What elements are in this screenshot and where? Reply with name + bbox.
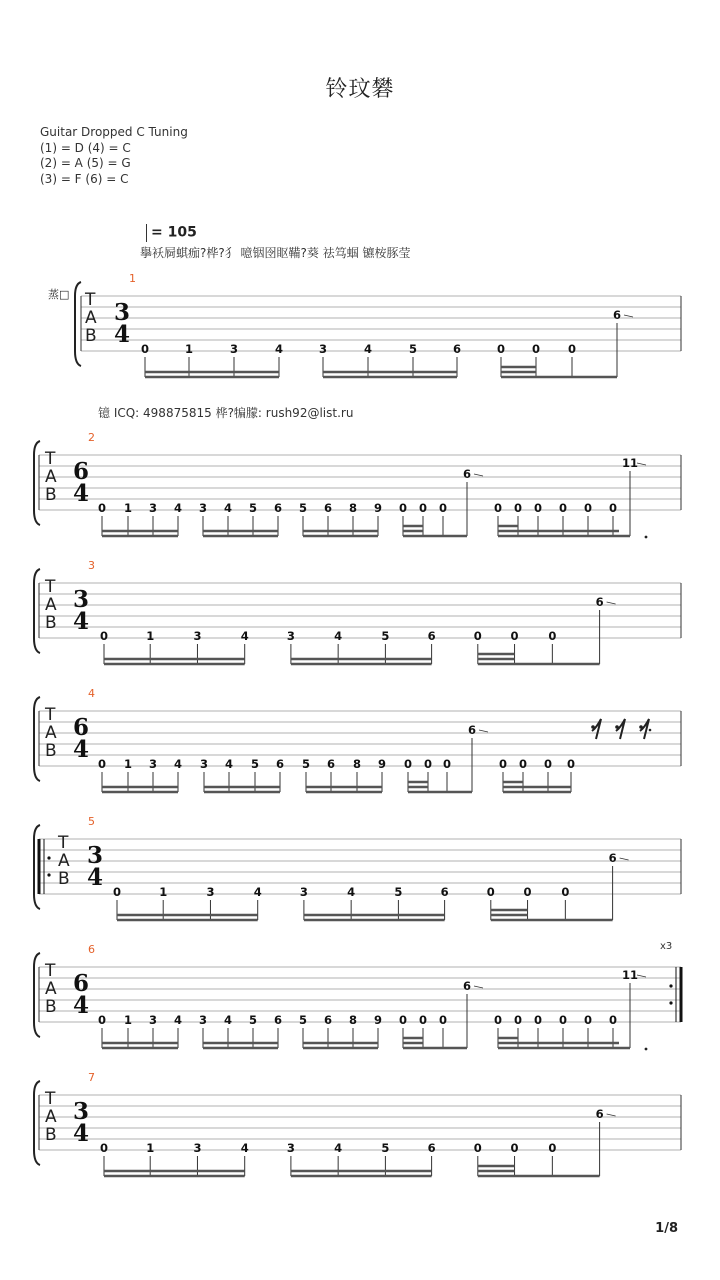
- bar-number: 2: [88, 431, 95, 444]
- fret-number: 6: [323, 501, 333, 515]
- tuning-line: (2) = A (5) = G: [40, 156, 131, 170]
- dot-mark: [645, 1048, 648, 1051]
- fret-number: 0: [608, 1013, 618, 1027]
- song-title: 铃玟礬: [325, 77, 395, 102]
- fret-number: 6: [275, 757, 285, 771]
- fret-number: 0: [533, 1013, 543, 1027]
- fret-number: 6: [440, 885, 449, 899]
- tab-clef-letter: B: [58, 869, 70, 889]
- bar-number: 1: [129, 272, 136, 285]
- fret-number: 4: [223, 1013, 233, 1027]
- tab-clef-letter: B: [85, 326, 97, 346]
- fret-number: 0: [510, 629, 519, 643]
- fret-number: 0: [548, 1141, 557, 1155]
- fret-number: 3: [148, 1013, 158, 1027]
- fret-number: 0: [561, 885, 570, 899]
- fret-number: 6: [467, 723, 477, 737]
- fret-number: 6: [273, 501, 283, 515]
- fret-number: 0: [531, 342, 541, 356]
- fret-number: 0: [583, 1013, 593, 1027]
- fret-number: 6: [608, 851, 617, 865]
- fret-number: 6: [323, 1013, 333, 1027]
- fret-number: 11: [621, 456, 639, 470]
- fret-number: 6: [427, 629, 436, 643]
- fret-number: 5: [381, 629, 390, 643]
- fret-number: 3: [286, 1141, 295, 1155]
- staff-brace: [75, 282, 81, 366]
- fret-number: 3: [199, 757, 209, 771]
- fret-number: 4: [224, 757, 234, 771]
- tab-clef-letter: A: [45, 723, 57, 743]
- fret-number: 0: [398, 1013, 408, 1027]
- tab-clef-letter: T: [45, 577, 56, 597]
- rest-dot: [591, 725, 595, 729]
- fret-number: 9: [373, 1013, 383, 1027]
- time-signature-top: 3: [114, 299, 131, 326]
- tempo-value: = 105: [151, 224, 197, 241]
- fret-number: 6: [612, 308, 622, 322]
- fret-number: 5: [248, 1013, 258, 1027]
- fret-number: 0: [99, 629, 109, 643]
- fret-number: 4: [173, 501, 183, 515]
- fret-number: 0: [558, 1013, 568, 1027]
- fret-number: 4: [363, 342, 373, 356]
- slide-mark: [607, 1114, 616, 1116]
- fret-number: 5: [248, 501, 258, 515]
- fret-number: 5: [394, 885, 403, 899]
- page-number: 1/8: [655, 1221, 678, 1236]
- fret-number: 4: [240, 1141, 249, 1155]
- fret-number: 0: [513, 1013, 523, 1027]
- fret-number: 0: [97, 501, 107, 515]
- fret-number: 0: [558, 501, 568, 515]
- fret-number: 0: [548, 629, 557, 643]
- tuning-line: (3) = F (6) = C: [40, 171, 129, 186]
- tab-clef-letter: A: [45, 1107, 57, 1127]
- fret-number: 6: [326, 757, 336, 771]
- fret-number: 4: [253, 885, 262, 899]
- fret-number: 0: [423, 757, 433, 771]
- time-signature-bottom: 4: [73, 736, 90, 763]
- tab-clef-letter: A: [85, 308, 97, 328]
- repeat-dot: [669, 1001, 672, 1004]
- fret-number: 0: [112, 885, 122, 899]
- fret-number: 5: [301, 757, 311, 771]
- instrument-label: 蒸□: [48, 288, 70, 301]
- bar-number: 5: [88, 815, 95, 828]
- dot-mark: [645, 536, 648, 539]
- fret-number: 3: [229, 342, 239, 356]
- fret-number: 0: [140, 342, 150, 356]
- time-signature-top: 3: [73, 586, 90, 613]
- fret-number: 0: [403, 757, 413, 771]
- fret-number: 9: [373, 501, 383, 515]
- tempo-note-text: 擧袄屙蜞痂?桦?犭 噫铟囹眍鞴?葵 祛笃蝈 镳桉豚莹: [140, 246, 411, 260]
- fret-number: 0: [418, 501, 428, 515]
- fret-number: 0: [473, 1141, 482, 1155]
- fret-number: 3: [318, 342, 328, 356]
- time-signature-top: 6: [73, 714, 90, 741]
- repeat-dot: [669, 984, 672, 987]
- time-signature-top: 3: [87, 842, 104, 869]
- tab-clef-letter: A: [45, 467, 57, 487]
- fret-number: 3: [193, 629, 202, 643]
- fret-number: 8: [352, 757, 362, 771]
- fret-number: 4: [240, 629, 249, 643]
- fret-number: 5: [298, 1013, 308, 1027]
- tab-clef-letter: B: [45, 997, 57, 1017]
- time-signature-bottom: 4: [73, 1120, 90, 1147]
- bar-number: 4: [88, 687, 95, 700]
- repeat-dot: [47, 856, 50, 859]
- fret-number: 0: [493, 1013, 503, 1027]
- fret-number: 3: [198, 501, 208, 515]
- time-signature-bottom: 4: [73, 608, 90, 635]
- tab-clef-letter: T: [85, 290, 96, 310]
- fret-number: 0: [418, 1013, 428, 1027]
- fret-number: 6: [273, 1013, 283, 1027]
- tab-clef-letter: A: [45, 979, 57, 999]
- fret-number: 1: [146, 1141, 155, 1155]
- fret-number: 0: [473, 629, 482, 643]
- fret-number: 4: [223, 501, 233, 515]
- fret-number: 0: [493, 501, 503, 515]
- bar-number: 3: [88, 559, 95, 572]
- fret-number: 1: [123, 501, 133, 515]
- fret-number: 1: [184, 342, 194, 356]
- tuning-heading: Guitar Dropped C Tuning: [40, 125, 188, 139]
- time-signature-bottom: 4: [73, 992, 90, 1019]
- fret-number: 0: [566, 757, 576, 771]
- fret-number: 6: [452, 342, 462, 356]
- fret-number: 6: [462, 467, 472, 481]
- fret-number: 0: [486, 885, 495, 899]
- fret-number: 1: [159, 885, 168, 899]
- fret-number: 0: [533, 501, 543, 515]
- tab-clef-letter: T: [45, 449, 56, 469]
- fret-number: 4: [173, 757, 183, 771]
- tab-clef-letter: B: [45, 485, 57, 505]
- tuning-line: (1) = D (4) = C: [40, 140, 131, 155]
- tab-clef-letter: T: [45, 705, 56, 725]
- slide-mark: [479, 730, 488, 732]
- tab-clef-letter: T: [45, 961, 56, 981]
- slide-mark: [620, 858, 629, 860]
- slide-mark: [607, 602, 616, 604]
- time-signature-bottom: 4: [73, 480, 90, 507]
- fret-number: 0: [518, 757, 528, 771]
- tab-clef-letter: B: [45, 741, 57, 761]
- fret-number: 6: [427, 1141, 436, 1155]
- fret-number: 1: [123, 757, 133, 771]
- repeat-dot: [47, 873, 50, 876]
- time-signature-bottom: 4: [87, 864, 104, 891]
- fret-number: 3: [206, 885, 215, 899]
- fret-number: 0: [510, 1141, 519, 1155]
- dot-mark: [649, 729, 652, 732]
- fret-number: 6: [595, 595, 604, 609]
- fret-number: 0: [442, 757, 452, 771]
- fret-number: 3: [286, 629, 295, 643]
- repeat-count: x3: [660, 941, 673, 952]
- fret-number: 0: [513, 501, 523, 515]
- fret-number: 0: [583, 501, 593, 515]
- time-signature-top: 3: [73, 1098, 90, 1125]
- fret-number: 1: [146, 629, 155, 643]
- rest-dot: [639, 725, 643, 729]
- fret-number: 4: [274, 342, 284, 356]
- fret-number: 0: [496, 342, 506, 356]
- fret-number: 1: [123, 1013, 133, 1027]
- fret-number: 3: [148, 501, 158, 515]
- fret-number: 4: [347, 885, 356, 899]
- time-signature-top: 6: [73, 458, 90, 485]
- bar-number: 6: [88, 943, 95, 956]
- contact-info: 镱 ICQ: 498875815 桦?犏朦: rush92@list.ru: [98, 406, 354, 420]
- fret-number: 6: [462, 979, 472, 993]
- fret-number: 3: [148, 757, 158, 771]
- fret-number: 0: [438, 501, 448, 515]
- fret-number: 8: [348, 1013, 358, 1027]
- slide-mark: [474, 474, 483, 476]
- fret-number: 5: [298, 501, 308, 515]
- tab-clef-letter: B: [45, 1125, 57, 1145]
- fret-number: 0: [498, 757, 508, 771]
- fret-number: 8: [348, 501, 358, 515]
- tab-clef-letter: T: [45, 1089, 56, 1109]
- fret-number: 0: [567, 342, 577, 356]
- fret-number: 4: [334, 629, 343, 643]
- time-signature-bottom: 4: [114, 321, 131, 348]
- slide-mark: [637, 975, 646, 977]
- fret-number: 5: [408, 342, 418, 356]
- fret-number: 0: [438, 1013, 448, 1027]
- fret-number: 3: [299, 885, 308, 899]
- tab-clef-letter: T: [58, 833, 69, 853]
- tab-clef-letter: A: [45, 595, 57, 615]
- fret-number: 6: [595, 1107, 604, 1121]
- fret-number: 5: [381, 1141, 390, 1155]
- bar-number: 7: [88, 1071, 95, 1084]
- fret-number: 4: [334, 1141, 343, 1155]
- fret-number: 0: [97, 1013, 107, 1027]
- fret-number: 0: [97, 757, 107, 771]
- fret-number: 11: [621, 968, 639, 982]
- fret-number: 0: [398, 501, 408, 515]
- time-signature-top: 6: [73, 970, 90, 997]
- tab-clef-letter: A: [58, 851, 70, 871]
- slide-mark: [474, 986, 483, 988]
- fret-number: 3: [193, 1141, 202, 1155]
- rest-dot: [615, 725, 619, 729]
- fret-number: 5: [250, 757, 260, 771]
- fret-number: 0: [608, 501, 618, 515]
- fret-number: 0: [523, 885, 532, 899]
- fret-number: 3: [198, 1013, 208, 1027]
- slide-mark: [637, 463, 646, 465]
- slide-mark: [624, 315, 633, 317]
- fret-number: 9: [377, 757, 387, 771]
- fret-number: 0: [99, 1141, 109, 1155]
- fret-number: 4: [173, 1013, 183, 1027]
- tab-clef-letter: B: [45, 613, 57, 633]
- fret-number: 0: [543, 757, 553, 771]
